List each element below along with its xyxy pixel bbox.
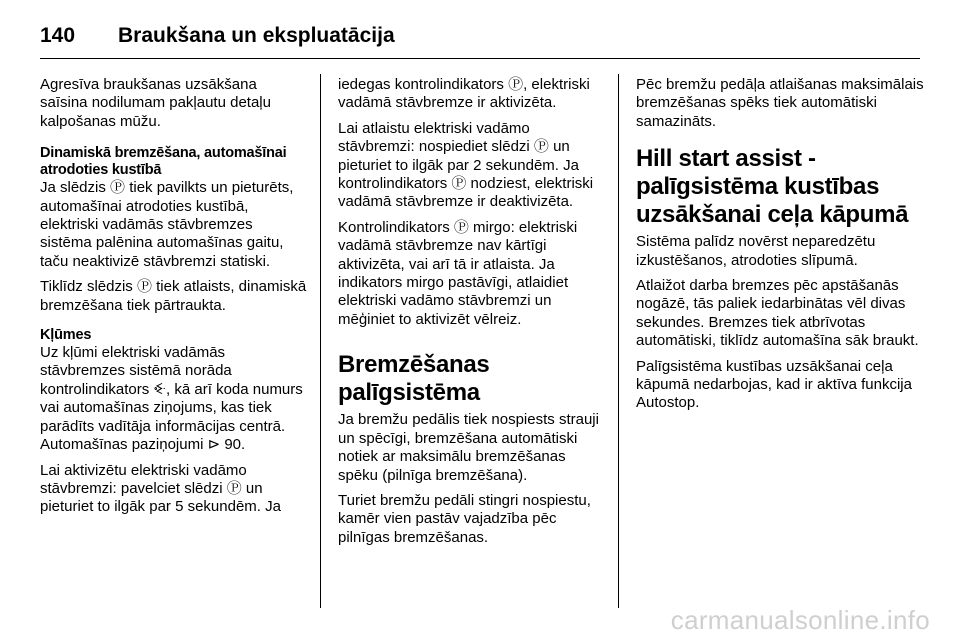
- col2-paragraph-3: Kontrolindikators Ⓟ mirgo: elektriski vadāmā stāvbremze nav kārtīgi aktivizēta, vai arī tā ir atlaista. Ja indikators mirgo pastāvīgi, atlaidiet elektriski vadāmo stāvbremzi un mēģiniet to aktivizēt vēlreiz.: [338, 218, 578, 328]
- dynamic-braking-heading: Dinamiskā bremzēšana, automašīnai atrodoties kustībā: [40, 145, 287, 179]
- page-header: [40, 16, 920, 56]
- column-divider-1: [320, 74, 321, 608]
- col2-paragraph-4: Ja bremžu pedālis tiek nospiests strauji un spēcīgi, bremzēšana automātiski notiek ar maksimālu bremzēšanas spēku (pilnīga bremzēšana).: [338, 411, 599, 484]
- col2-paragraph-2: Lai atlaistu elektriski vadāmo stāvbremzi: nospiediet slēdzi Ⓟ un pieturiet to ilgāk par 2 sekundēm. Ja kontrolindikators Ⓟ nodziest, elektriski vadāmā stāvbremze ir deaktivizēta.: [338, 119, 594, 211]
- page-number: 140: [40, 24, 76, 47]
- column-divider-2: [618, 74, 619, 608]
- dynamic-braking-paragraph-1: Ja slēdzis Ⓟ tiek pavilkts un pieturēts, automašīnai atrodoties kustībā, elektriski vadāmās stāvbremzes sistēma palēnina automašīnas gaitu, taču neaktivizē stāvbremzi statiski.: [40, 179, 294, 270]
- watermark: carmanualsonline.info: [670, 605, 930, 635]
- brake-assist-heading: Bremzēšanas palīgsistēma: [338, 351, 490, 407]
- faults-paragraph-2: Lai aktivizētu elektriski vadāmo stāvbremzi: pavelciet slēdzi Ⓟ un pieturiet to ilgāk par 5 sekundēm. Ja: [40, 461, 281, 516]
- col3-paragraph-2: Sistēma palīdz novērst neparedzētu izkustēšanos, atrodoties slīpumā.: [636, 233, 876, 269]
- column-2: [338, 76, 606, 554]
- faults-paragraph-1: Uz kļūmi elektriski vadāmās stāvbremzes sistēmā norāda kontrolindikators ꔾ, kā arī koda numurs vai automašīnas ziņojums, kas tiek parādīts vadītāja informācijas centrā. Automašīnas paziņojumi ⊳ 90.: [40, 344, 303, 454]
- col2-paragraph-1: iedegas kontrolindikators Ⓟ, elektriski vadāmā stāvbremze ir aktivizēta.: [338, 76, 590, 112]
- page-title: Braukšana un ekspluatācija: [118, 24, 395, 47]
- column-1: [40, 76, 308, 524]
- col3-paragraph-3: Atlaižot darba bremzes pēc apstāšanās nogāzē, tās paliek iedarbinātas vēl divas sekundes. Bremzes tiek atbrīvotas automātiski, tiklīdz automašīna sāk braukt.: [636, 277, 919, 350]
- header-divider: [40, 58, 920, 59]
- col3-paragraph-1: Pēc bremžu pedāļa atlaišanas maksimālais bremzēšanas spēks tiek automātiski samazināts.: [636, 76, 924, 130]
- dynamic-braking-paragraph-2: Tiklīdz slēdzis Ⓟ tiek atlaists, dinamiskā bremzēšana tiek pārtraukta.: [40, 278, 307, 314]
- intro-paragraph: Agresīva braukšanas uzsākšana saīsina nodilumam pakļautu detaļu kalpošanas mūžu.: [40, 76, 271, 130]
- column-3: [636, 76, 926, 420]
- hill-start-assist-heading: Hill start assist - palīgsistēma kustības uzsākšanai ceļa kāpumā: [636, 145, 909, 229]
- faults-heading: Kļūmes: [40, 327, 92, 344]
- col3-paragraph-4: Palīgsistēma kustības uzsākšanai ceļa kāpumā nedarbojas, kad ir aktīva funkcija Autostop.: [636, 357, 912, 412]
- col2-paragraph-5: Turiet bremžu pedāli stingri nospiestu, kamēr vien pastāv vajadzība pēc pilnīgas bremzēšanas.: [338, 491, 591, 546]
